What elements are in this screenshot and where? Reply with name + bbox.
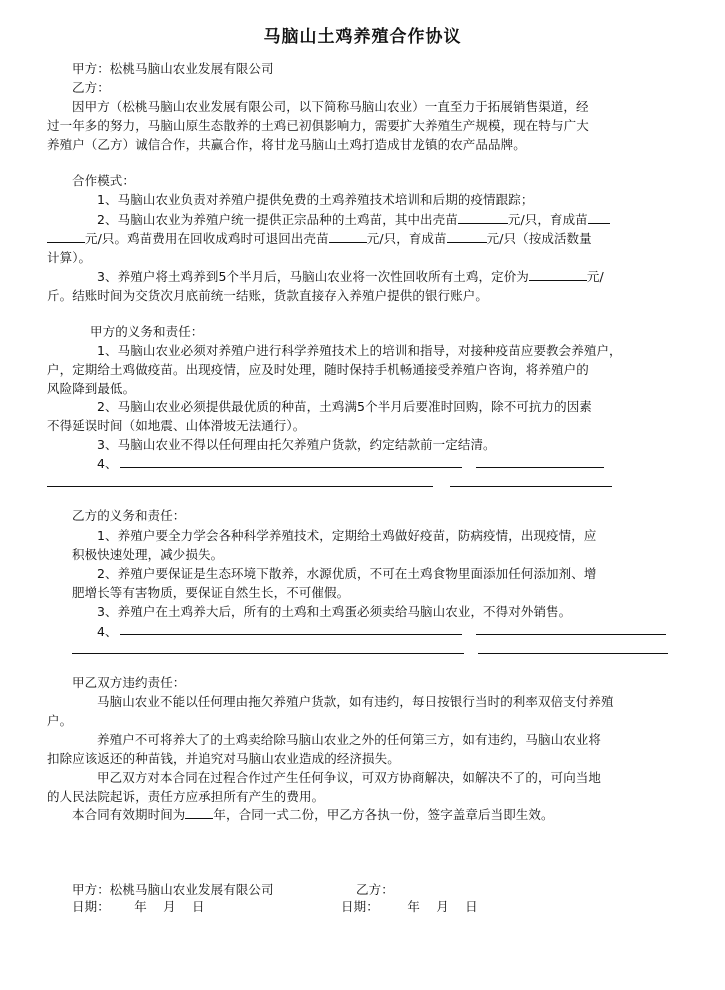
blank-line-a4-3[interactable] (47, 486, 433, 487)
intro-line-2: 过一年多的努力，马脑山原生态散养的土鸡已初俱影响力，需要扩大养殖生产规模，现在特与广大 (47, 118, 589, 133)
breach-heading: 甲乙双方违约责任： (72, 675, 186, 690)
blank-line-b4-1[interactable] (120, 634, 462, 635)
breach-para-1-line-1: 马脑山农业不能以任何理由拖欠养殖户货款，如有违约，每日按银行当时的利率双倍支付养殖 (97, 694, 614, 709)
blank-line-b4-3[interactable] (72, 653, 464, 654)
validity-text-b: 年，合同一式二份，甲乙方各执一份，签字盖章后当即生效。 (213, 807, 554, 822)
duties-b-item-2-line-1: 2、养殖户要保证是生态环境下散养，水源优质，不可在土鸡食物里面添加任何添加剂、增 (97, 566, 597, 581)
blank-refund-hatchling[interactable] (329, 230, 367, 243)
signature-date-a: 日期： 年 月 日 (72, 899, 205, 914)
duties-b-item-1-line-1: 1、养殖户要全力学会各种科学养殖技术，定期给土鸡做好疫苗，防病疫情，出现疫情，应 (97, 528, 597, 543)
duties-b-item-2-line-2: 肥增长等有害物质，要保证自然生长，不可催假。 (72, 585, 350, 600)
document-title: 马脑山土鸡养殖合作协议 (263, 27, 462, 47)
breach-para-3-line-2: 的人民法院起诉，责任方应承担所有产生的费用。 (47, 789, 325, 804)
mode-item-3-line-2: 斤。结账时间为交货次月底前统一结账，货款直接存入养殖户提供的银行账户。 (47, 288, 489, 303)
intro-line-1: 因甲方（松桃马脑山农业发展有限公司，以下简称马脑山农业）一直至力于拓展销售渠道，经 (72, 99, 589, 114)
duties-a-heading: 甲方的义务和责任： (90, 324, 204, 339)
mode-item-3-line-1 (97, 268, 604, 286)
mode-item-3-text-b: 元/ (586, 269, 604, 284)
party-a-name: 甲方：松桃马脑山农业发展有限公司 (72, 61, 274, 76)
mode-item-1: 1、马脑山农业负责对养殖户提供免费的土鸡养殖技术培训和后期的疫情跟踪； (97, 192, 534, 207)
duties-a-item-2-line-2: 不得延误时间（如地震、山体滑坡无法通行）。 (47, 418, 306, 433)
blank-line-b4-4[interactable] (478, 653, 668, 654)
mode-item-2-line-2 (47, 230, 592, 248)
breach-para-3-line-1: 甲乙双方对本合同在过程合作过产生任何争议，可双方协商解决，如解决不了的，可向当地 (97, 770, 602, 785)
blank-grown-price[interactable] (47, 230, 85, 243)
intro-line-3: 养殖户（乙方）诚信合作，共赢合作，将甘龙马脑山土鸡打造成甘龙镇的农产品品牌。 (47, 137, 526, 152)
breach-para-2-line-2: 扣除应该返还的种苗钱，并追究对马脑山农业造成的经济损失。 (47, 751, 400, 766)
blank-line-a4-1[interactable] (120, 467, 462, 468)
mode-item-2-text-b: 元/只，育成苗 (507, 212, 588, 227)
blank-hatchling-price[interactable] (458, 211, 508, 224)
duties-b-item-3: 3、养殖户在土鸡养大后，所有的土鸡和土鸡蛋必须卖给马脑山农业，不得对外销售。 (97, 604, 572, 619)
mode-heading: 合作模式： (72, 173, 136, 188)
mode-item-2-text-a: 2、马脑山农业为养殖户统一提供正宗品种的土鸡苗，其中出壳苗 (97, 212, 458, 227)
duties-a-item-1-line-1: 1、马脑山农业必须对养殖户进行科学养殖技术上的培训和指导，对接种疫苗应要教会养殖户， (97, 343, 622, 358)
mode-item-2-text-c: 元/只。鸡苗费用在回收成鸡时可退回出壳苗 (85, 231, 329, 246)
duties-a-item-1-line-3: 风险降到最低。 (47, 381, 136, 396)
blank-price-per-jin[interactable] (529, 268, 587, 281)
mode-item-2-line-3: 计算）。 (47, 250, 92, 265)
duties-a-item-1-line-2: 户，定期给土鸡做疫苗。出现疫情，应及时处理，随时保持手机畅通接受养殖户咨询，将养殖户的 (47, 362, 589, 377)
signature-party-a: 甲方：松桃马脑山农业发展有限公司 (72, 882, 274, 897)
blank-grown-price-part[interactable] (588, 211, 610, 224)
duties-a-item-2-line-1: 2、马脑山农业必须提供最优质的种苗，土鸡满5个半月后要准时回购，除不可抗力的因素 (97, 399, 592, 414)
duties-b-item-4: 4、 (97, 624, 118, 639)
validity-text-a: 本合同有效期时间为 (72, 807, 186, 822)
signature-party-b: 乙方： (356, 882, 394, 897)
mode-item-2-text-e: 元/只（按成活数量 (486, 231, 592, 246)
duties-a-item-4: 4、 (97, 456, 118, 471)
blank-line-a4-2[interactable] (476, 467, 604, 468)
blank-validity-years[interactable] (185, 806, 213, 819)
blank-line-a4-4[interactable] (450, 486, 612, 487)
mode-item-3-text-a: 3、养殖户将土鸡养到5个半月后，马脑山农业将一次性回收所有土鸡，定价为 (97, 269, 529, 284)
duties-b-item-1-line-2: 积极快速处理，减少损失。 (72, 547, 224, 562)
duties-a-item-3: 3、马脑山农业不得以任何理由托欠养殖户货款，约定结款前一定结清。 (97, 437, 496, 452)
mode-item-2-line-1 (97, 211, 610, 229)
breach-para-2-line-1: 养殖户不可将养大了的土鸡卖给除马脑山农业之外的任何第三方，如有违约，马脑山农业将 (97, 732, 602, 747)
signature-date-b: 日期： 年 月 日 (341, 899, 478, 914)
validity-line (72, 806, 554, 824)
duties-b-heading: 乙方的义务和责任： (72, 508, 186, 523)
blank-refund-grown[interactable] (447, 230, 487, 243)
party-b-name: 乙方： (72, 80, 110, 95)
mode-item-2-text-d: 元/只，育成苗 (366, 231, 447, 246)
blank-line-b4-2[interactable] (476, 634, 666, 635)
breach-para-1-line-2: 户。 (47, 713, 73, 728)
